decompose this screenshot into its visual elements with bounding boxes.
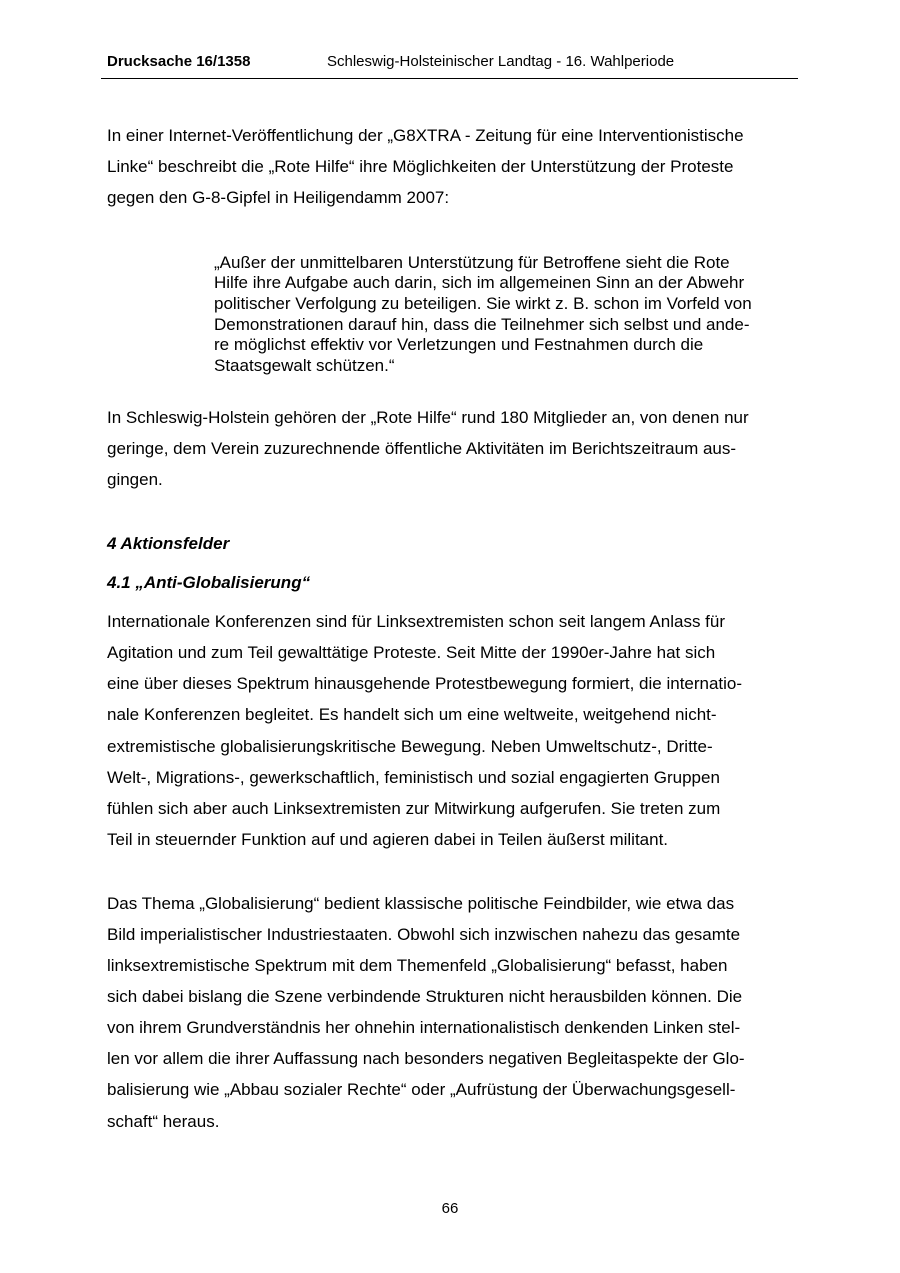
text-line: Linke“ beschreibt die „Rote Hilfe“ ihre Möglichkeiten der Unterstützung der Proteste — [107, 157, 734, 176]
text-line: nale Konferenzen begleitet. Es handelt sich um eine weltweite, weitgehend nicht- — [107, 705, 717, 724]
quote-line: Staatsgewalt schützen.“ — [214, 356, 395, 375]
text-line: geringe, dem Verein zuzurechnende öffentliche Aktivitäten im Berichtszeitraum aus- — [107, 439, 737, 458]
quote-line: „Außer der unmittelbaren Unterstützung für Betroffene sieht die Rote — [214, 253, 730, 272]
text-line: sich dabei bislang die Szene verbindende Strukturen nicht herausbilden können. Die — [107, 987, 743, 1006]
institution-name: Schleswig-Holsteinischer Landtag - 16. Wahlperiode — [327, 53, 675, 70]
text-line: von ihrem Grundverständnis her ohnehin internationalistisch denkenden Linken stel- — [107, 1018, 741, 1037]
text-line: In einer Internet-Veröffentlichung der „G8XTRA - Zeitung für eine Interventionistische — [107, 126, 744, 145]
text-line: eine über dieses Spektrum hinausgehende Protestbewegung formiert, die internatio- — [107, 674, 743, 693]
text-line: Internationale Konferenzen sind für Linksextremisten schon seit langem Anlass für — [107, 612, 726, 631]
text-line: linksextremistische Spektrum mit dem Themenfeld „Globalisierung“ befasst, haben — [107, 956, 728, 975]
text-line: extremistische globalisierungskritische Bewegung. Neben Umweltschutz-, Dritte- — [107, 737, 713, 756]
quote-line: Demonstrationen darauf hin, dass die Teilnehmer sich selbst und ande- — [214, 315, 750, 334]
text-line: Agitation und zum Teil gewalttätige Proteste. Seit Mitte der 1990er-Jahre hat sich — [107, 643, 716, 662]
text-line: schaft“ heraus. — [107, 1112, 220, 1131]
text-line: len vor allem die ihrer Auffassung nach besonders negativen Begleitaspekte der Glo- — [107, 1049, 745, 1068]
quote-line: Hilfe ihre Aufgabe auch darin, sich im allgemeinen Sinn an der Abwehr — [214, 273, 745, 292]
text-line: gegen den G-8-Gipfel in Heiligendamm 2007: — [107, 188, 450, 207]
subsection-heading: 4.1 „Anti-Globalisierung“ — [107, 573, 311, 592]
section-heading: 4 Aktionsfelder — [107, 534, 230, 553]
quote-line: politischer Verfolgung zu beteiligen. Sie wirkt z. B. schon im Vorfeld von — [214, 294, 752, 313]
text-line: Das Thema „Globalisierung“ bedient klassische politische Feindbilder, wie etwa das — [107, 894, 735, 913]
text-line: fühlen sich aber auch Linksextremisten zur Mitwirkung aufgerufen. Sie treten zum — [107, 799, 721, 818]
text-line: In Schleswig-Holstein gehören der „Rote Hilfe“ rund 180 Mitglieder an, von denen nur — [107, 408, 749, 427]
page-number: 66 — [441, 1200, 459, 1217]
text-line: Welt-, Migrations-, gewerkschaftlich, feministisch und sozial engagierten Gruppen — [107, 768, 720, 787]
text-line: gingen. — [107, 470, 163, 489]
quote-line: re möglichst effektiv vor Verletzungen und Festnahmen durch die — [214, 335, 704, 354]
text-line: balisierung wie „Abbau sozialer Rechte“ oder „Aufrüstung der Überwachungsgesell- — [107, 1080, 736, 1099]
text-line: Bild imperialistischer Industriestaaten. Obwohl sich inzwischen nahezu das gesamte — [107, 925, 741, 944]
document-number: Drucksache 16/1358 — [107, 53, 251, 70]
page-header — [101, 52, 798, 79]
text-line: Teil in steuernder Funktion auf und agieren dabei in Teilen äußerst militant. — [107, 830, 669, 849]
